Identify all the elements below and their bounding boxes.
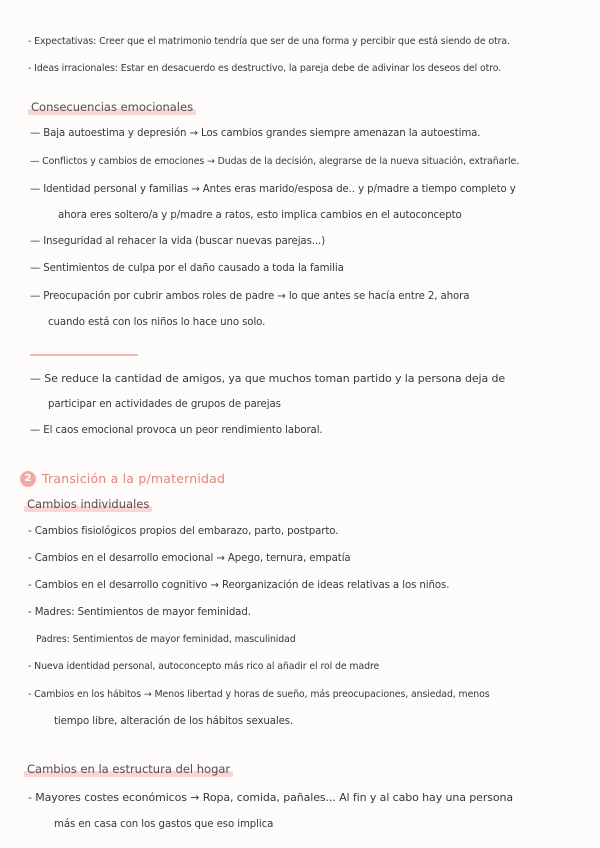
consequence-guilt: — Sentimientos de culpa por el daño causado a toda la familia	[30, 263, 344, 274]
heading-individual-changes	[24, 497, 152, 512]
section-number-badge: 2	[20, 471, 36, 487]
household-costs: - Mayores costes económicos → Ropa, comida, pañales... Al fin y al cabo hay una persona	[28, 791, 514, 804]
individual-identity: - Nueva identidad personal, autoconcepto más rico al añadir el rol de madre	[28, 661, 380, 672]
heading-text: Consecuencias emocionales	[31, 100, 194, 114]
consequence-self-esteem: — Baja autoestima y depresión → Los cambios grandes siempre amenazan la autoestima.	[30, 128, 481, 139]
individual-fathers: Padres: Sentimientos de mayor feminidad, masculinidad	[36, 634, 296, 645]
consequence-roles: — Preocupación por cubrir ambos roles de padre → lo que antes se hacía entre 2, ahora	[30, 291, 470, 302]
consequence-roles-cont: cuando está con los niños lo hace uno solo.	[48, 317, 266, 328]
heading-emotional-consequences	[28, 100, 196, 115]
irrational-ideas-line: - Ideas irracionales: Estar en desacuerdo es destructivo, la pareja debe de adivinar los deseos del otro.	[28, 63, 502, 74]
expectations-line: - Expectativas: Creer que el matrimonio tendría que ser de una forma y percibir que está siendo de otra.	[28, 36, 510, 47]
individual-habits: - Cambios en los hábitos → Menos libertad y horas de sueño, más preocupaciones, ansiedad, menos	[28, 689, 490, 700]
consequence-insecurity: — Inseguridad al rehacer la vida (buscar nuevas parejas...)	[30, 236, 326, 247]
social-work: — El caos emocional provoca un peor rendimiento laboral.	[30, 425, 323, 436]
consequence-conflicts: — Conflictos y cambios de emociones → Dudas de la decisión, alegrarse de la nueva situación, extrañarle.	[30, 156, 520, 167]
section-divider	[30, 354, 138, 356]
consequence-identity: — Identidad personal y familias → Antes eras marido/esposa de.. y p/madre a tiempo completo y	[30, 184, 516, 195]
consequence-identity-cont: ahora eres soltero/a y p/madre a ratos, esto implica cambios en el autoconcepto	[58, 210, 462, 221]
social-friends-cont: participar en actividades de grupos de parejas	[48, 399, 281, 410]
heading-text: Cambios en la estructura del hogar	[27, 762, 231, 776]
individual-emotional: - Cambios en el desarrollo emocional → Apego, ternura, empatía	[28, 553, 351, 564]
section-title-parenthood: Transición a la p/maternidad	[42, 471, 226, 486]
social-friends: — Se reduce la cantidad de amigos, ya que muchos toman partido y la persona deja de	[30, 372, 506, 385]
individual-physiological: - Cambios fisiológicos propios del embarazo, parto, postparto.	[28, 526, 339, 537]
heading-text: Cambios individuales	[27, 497, 150, 511]
heading-household-changes	[24, 762, 233, 777]
household-costs-cont: más en casa con los gastos que eso implica	[54, 819, 274, 830]
individual-cognitive: - Cambios en el desarrollo cognitivo → Reorganización de ideas relativas a los niños.	[28, 580, 450, 591]
individual-mothers: - Madres: Sentimientos de mayor feminidad.	[28, 607, 251, 618]
individual-habits-cont: tiempo libre, alteración de los hábitos sexuales.	[54, 716, 294, 727]
